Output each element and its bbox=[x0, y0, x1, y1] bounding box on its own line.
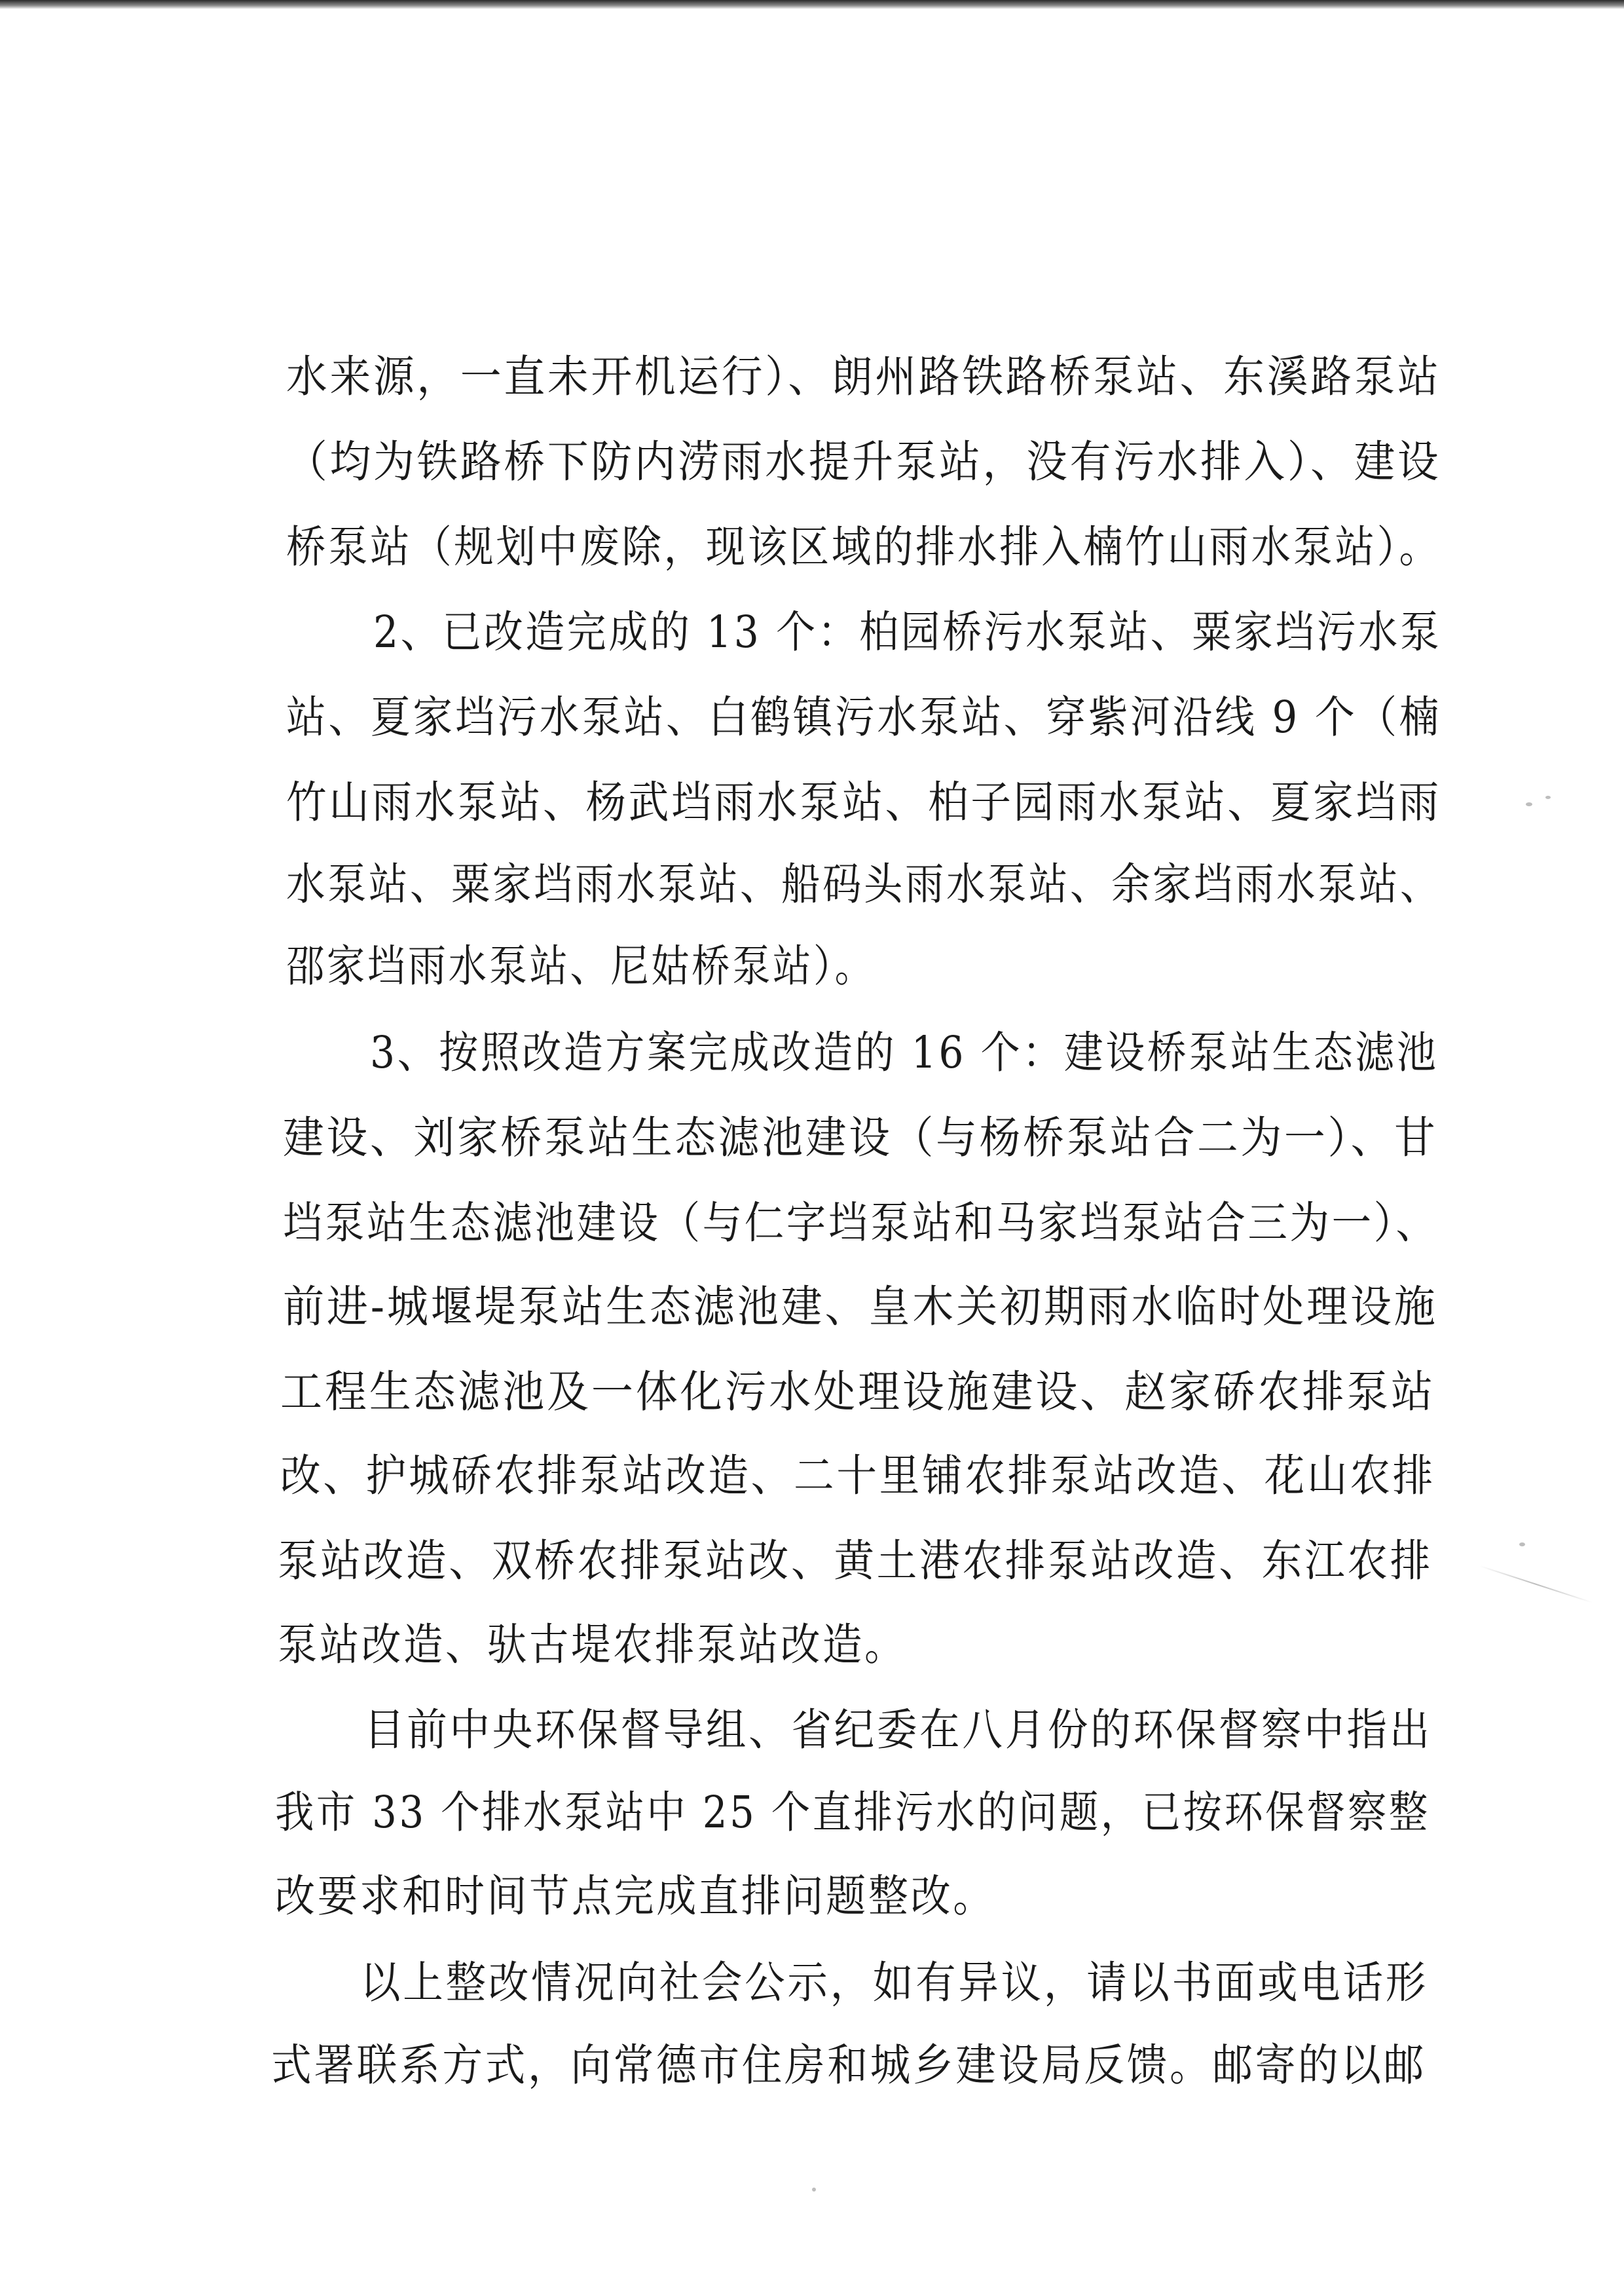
scan-speck bbox=[812, 2188, 816, 2192]
text-line: 泵站改造、驮古堤农排泵站改造。 bbox=[278, 1619, 906, 1670]
scan-speck bbox=[1545, 796, 1551, 799]
text-line: 3、按照改造方案完成改造的 16 个：建设桥泵站生态滤池 bbox=[370, 1027, 1439, 1078]
text-line: 垱泵站生态滤池建设（与仁字垱泵站和马家垱泵站合三为一）、 bbox=[283, 1197, 1438, 1248]
text-line: 站、夏家垱污水泵站、白鹤镇污水泵站、穿紫河沿线 9 个（楠 bbox=[286, 692, 1442, 743]
text-line: 我市 33 个排水泵站中 25 个直排污水的问题，已按环保督察整 bbox=[275, 1787, 1430, 1838]
text-line: 邵家垱雨水泵站、尼姑桥泵站）。 bbox=[286, 941, 876, 992]
text-line: 竹山雨水泵站、杨武垱雨水泵站、柏子园雨水泵站、夏家垱雨 bbox=[286, 777, 1441, 828]
text-line: 前进-城堰堤泵站生态滤池建、皇木关初期雨水临时处理设施 bbox=[283, 1281, 1438, 1332]
text-line: 以上整改情况向社会公示，如有异议，请以书面或电话形 bbox=[360, 1957, 1428, 2008]
text-line: 目前中央环保督导组、省纪委在八月份的环保督察中指出 bbox=[364, 1704, 1432, 1755]
text-line: 改、护城硚农排泵站改造、二十里铺农排泵站改造、花山农排 bbox=[280, 1450, 1435, 1501]
scan-speck bbox=[1526, 802, 1532, 806]
scan-speck bbox=[1519, 1542, 1525, 1546]
text-line: 水来源，一直未开机运行）、朗州路铁路桥泵站、东溪路泵站 bbox=[286, 351, 1441, 402]
text-line: 水泵站、粟家垱雨水泵站、船码头雨水泵站、余家垱雨水泵站、 bbox=[286, 859, 1441, 910]
text-line: 桥泵站（规划中废除，现该区域的排水排入楠竹山雨水泵站）。 bbox=[286, 521, 1441, 572]
text-line: 工程生态滤池及一体化污水处理设施建设、赵家硚农排泵站 bbox=[280, 1366, 1435, 1417]
scan-scratch bbox=[1480, 1565, 1593, 1603]
text-line: 泵站改造、双桥农排泵站改、黄土港农排泵站改造、东江农排 bbox=[278, 1535, 1433, 1586]
text-line: 改要求和时间节点完成直排问题整改。 bbox=[275, 1871, 995, 1922]
text-line: 建设、刘家桥泵站生态滤池建设（与杨桥泵站合二为一）、甘 bbox=[283, 1112, 1438, 1163]
text-line: 2、已改造完成的 13 个：柏园桥污水泵站、粟家垱污水泵 bbox=[373, 606, 1442, 658]
text-line: 式署联系方式，向常德市住房和城乡建设局反馈。邮寄的以邮 bbox=[271, 2040, 1426, 2091]
text-line: （均为铁路桥下防内涝雨水提升泵站，没有污水排入）、建设 bbox=[286, 436, 1441, 487]
